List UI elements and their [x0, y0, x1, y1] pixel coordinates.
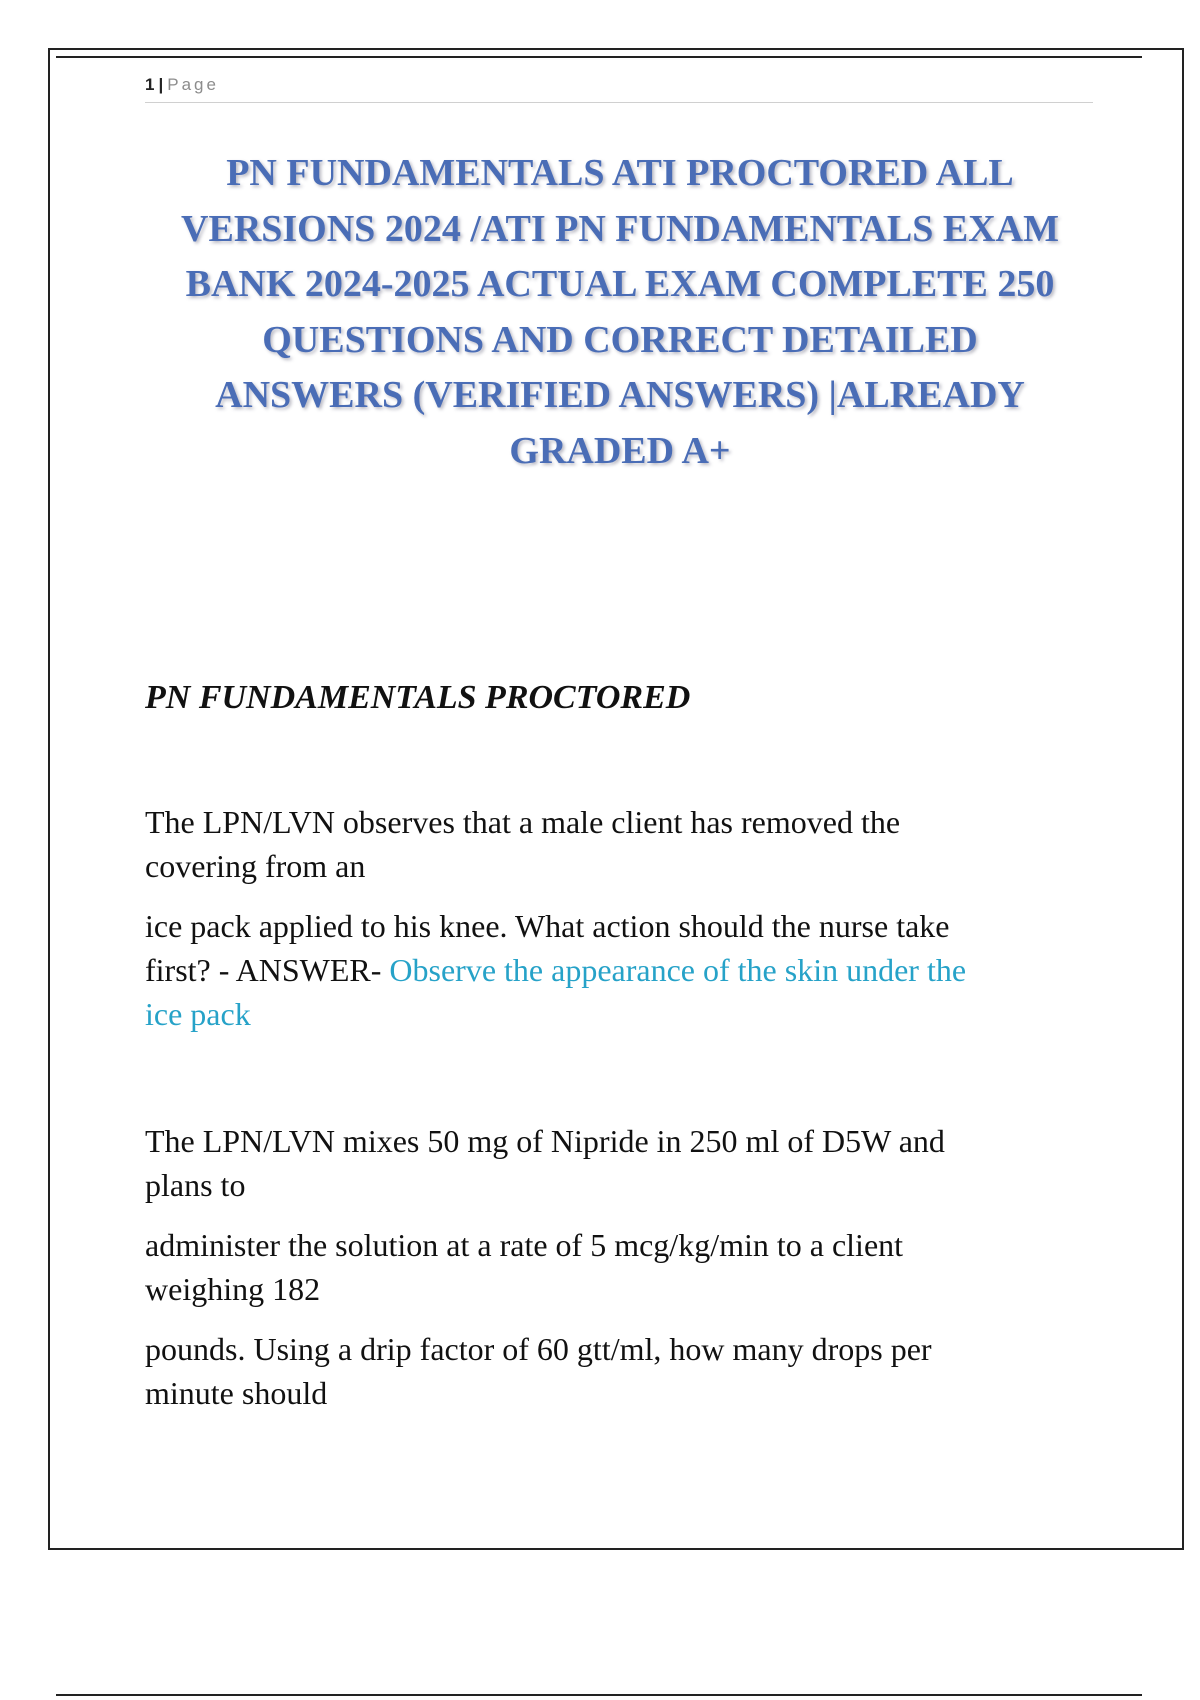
- page-number: 1: [145, 75, 155, 94]
- question-block: [145, 1119, 1095, 1415]
- title-line: VERSIONS 2024 /ATI PN FUNDAMENTALS EXAM: [181, 207, 1059, 250]
- question-text: plans to: [145, 1167, 246, 1203]
- answer-text: Observe the appearance of the skin under the: [389, 952, 967, 988]
- question-text: administer the solution at a rate of 5 mcg/kg/min to a client: [145, 1227, 904, 1263]
- question-paragraph: [145, 1223, 1095, 1311]
- question-paragraph: [145, 904, 1095, 1036]
- question-text: covering from an: [145, 848, 366, 884]
- page-header: [145, 74, 1093, 103]
- question-text: The LPN/LVN mixes 50 mg of Nipride in 250 ml of D5W and: [145, 1123, 945, 1159]
- document-title: [130, 146, 1110, 479]
- question-text: first? - ANSWER-: [145, 952, 390, 988]
- question-text: ice pack applied to his knee. What action should the nurse take: [145, 908, 950, 944]
- question-text: weighing 182: [145, 1271, 321, 1307]
- question-block: [145, 800, 1095, 1036]
- title-line: ANSWERS (VERIFIED ANSWERS) |ALREADY: [215, 374, 1025, 416]
- bottom-rule: [56, 1694, 1142, 1696]
- title-line: BANK 2024-2025 ACTUAL EXAM COMPLETE 250: [185, 263, 1055, 305]
- question-paragraph: [145, 1327, 1095, 1415]
- title-line: QUESTIONS AND CORRECT DETAILED: [262, 318, 978, 361]
- question-paragraph: [145, 1119, 1095, 1207]
- title-line: PN FUNDAMENTALS ATI PROCTORED ALL: [226, 152, 1014, 194]
- section-heading: PN FUNDAMENTALS PROCTORED: [145, 679, 691, 716]
- question-paragraph: [145, 800, 1095, 888]
- question-text: The LPN/LVN observes that a male client has removed the: [145, 804, 901, 840]
- question-text: minute should: [145, 1375, 328, 1411]
- title-line: GRADED A+: [509, 429, 731, 472]
- page-separator: |: [158, 75, 164, 94]
- answer-text: ice pack: [145, 996, 251, 1032]
- question-text: pounds. Using a drip factor of 60 gtt/ml, how many drops per: [145, 1331, 932, 1367]
- top-border-line: [56, 56, 1142, 58]
- page-label: Page: [167, 75, 219, 94]
